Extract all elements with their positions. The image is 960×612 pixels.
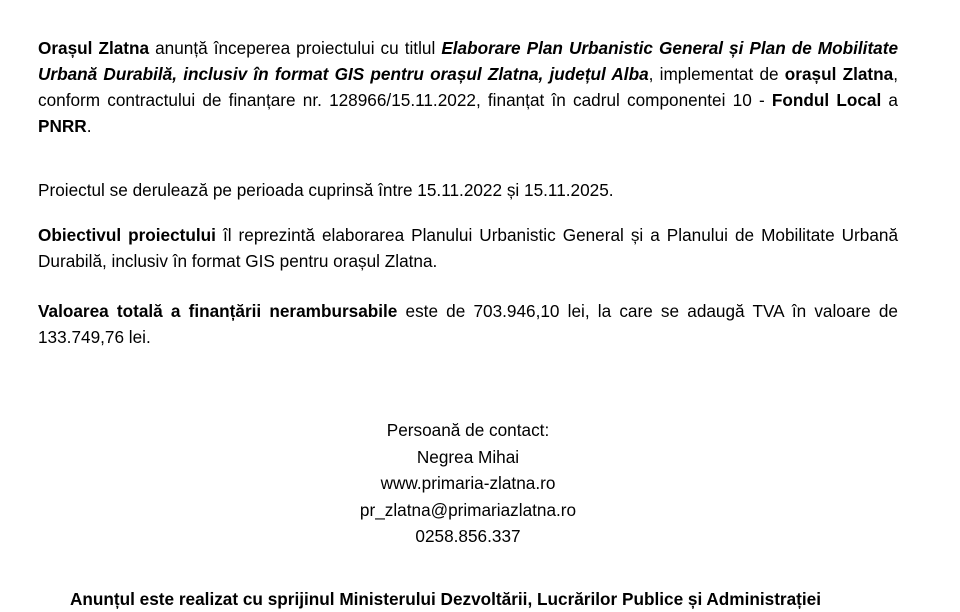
paragraph-project-objective (38, 222, 898, 274)
paragraph-project-period (38, 177, 898, 203)
program-name: PNRR (38, 116, 87, 136)
objective-text: îl reprezintă elaborarea Planului Urbanistic General și a Planului de Mobilitate Urbană Durabilă, inclusiv în format GIS pentru orașul Zlatna. (38, 225, 898, 271)
objective-label: Obiectivul proiectului (38, 225, 216, 245)
contact-block (0, 417, 936, 550)
project-title: Elaborare Plan Urbanistic General și Plan de Mobilitate Urbană Durabilă, inclusiv în format GIS pentru orașul Zlatna, județul Alba (38, 38, 899, 84)
funding-value-label: Valoarea totală a finanțării nerambursabile (38, 301, 398, 321)
footer-cut-text: Anunțul este realizat cu sprijinul Ministerului Dezvoltării, Lucrărilor Publice și Administrației (70, 589, 821, 609)
period-text: Proiectul se derulează pe perioada cuprinsă între 15.11.2022 și 15.11.2025. (38, 180, 614, 200)
contract-text: , conform contractului de finanțare nr. 128966/15.11.2022, finanțat în cadrul componentei 10 - (38, 64, 898, 110)
intro-text: anunță începerea proiectului cu titlul (149, 38, 442, 58)
contact-name: Negrea Mihai (416, 446, 520, 467)
connector-text: a (881, 90, 898, 110)
implemented-by-text: , implementat de (648, 64, 785, 84)
city-name: Orașul Zlatna (38, 38, 150, 58)
contact-email: pr_zlatna@primariazlatna.ro (359, 499, 577, 520)
contact-website: www.primaria-zlatna.ro (380, 473, 556, 493)
paragraph-funding-value (38, 298, 898, 350)
funding-component: Fondul Local (771, 90, 882, 110)
contact-phone: 0258.856.337 (415, 526, 521, 546)
paragraph-project-intro (38, 35, 898, 139)
funding-value-text: este de 703.946,10 lei, la care se adaugă TVA în valoare de 133.749,76 lei. (38, 301, 898, 347)
contact-heading: Persoană de contact: (386, 420, 550, 440)
implementer-name: orașul Zlatna (784, 64, 894, 84)
period-mark: . (86, 116, 92, 136)
